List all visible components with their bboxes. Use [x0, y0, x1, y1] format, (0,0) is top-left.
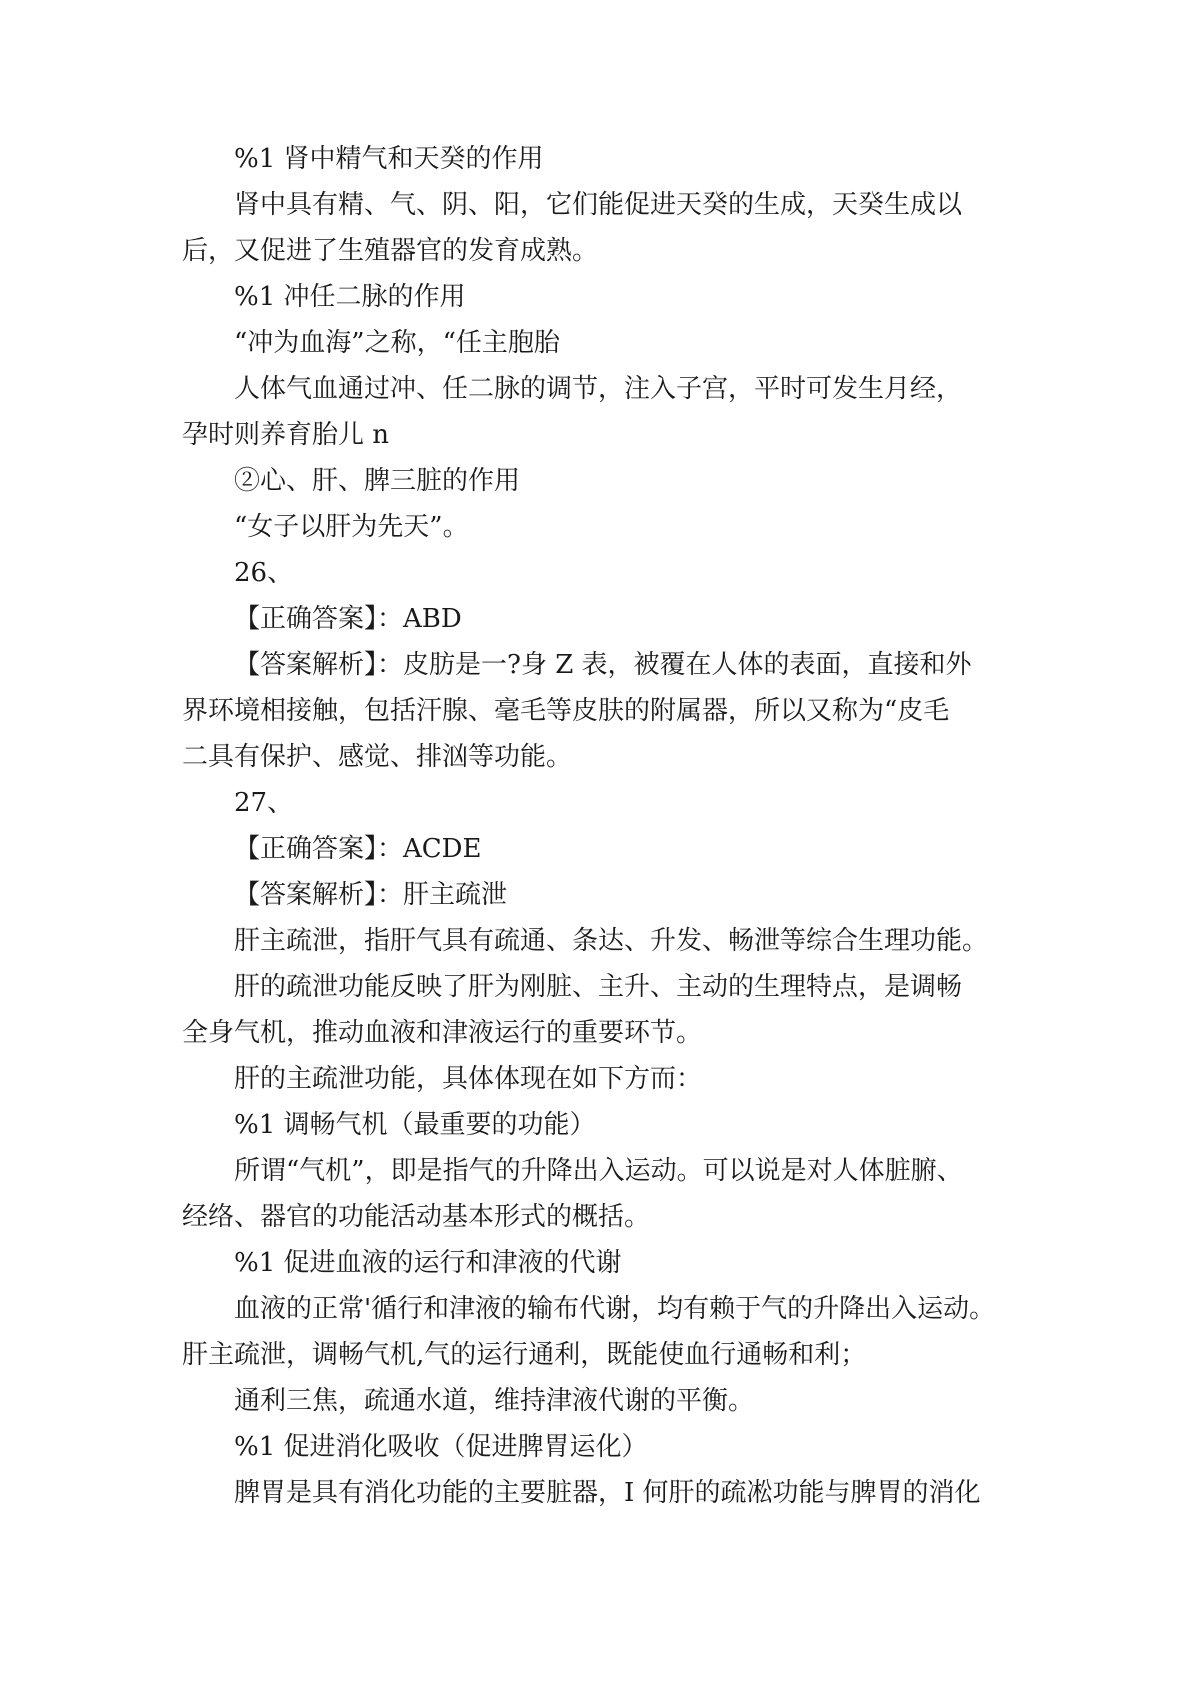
document-body [182, 136, 1022, 1516]
text-line: 肝主疏泄，指肝气具有疏通、条达、升发、畅泄等综合生理功能。 [234, 926, 989, 956]
text-line: %1 促进消化吸收（促进脾胃运化） [234, 1432, 648, 1462]
text-line: %1 促进血液的运行和津液的代谢 [234, 1248, 622, 1278]
text-line: 后，又促进了生殖器官的发育成熟。 [182, 236, 599, 266]
text-line: 【正确答案】：ACDE [234, 834, 482, 864]
text-line: 肝主疏泄，调畅气机,气的运行通利，既能使血行通畅和利； [182, 1340, 867, 1370]
text-line: 经络、器官的功能活动基本形式的概括。 [182, 1202, 651, 1232]
text-line: 界环境相接触，包括汗腺、毫毛等皮肤的附属器，所以又称为“皮毛 [182, 696, 950, 726]
text-line: 人体气血通过冲、任二脉的调节，注入子宫，平时可发生月经， [234, 374, 963, 404]
text-line: 26、 [234, 558, 294, 588]
text-line: 【正确答案】：ABD [234, 604, 462, 634]
text-line: 所谓“气机”，即是指气的升降出入运动。可以说是对人体脏腑、 [234, 1156, 963, 1186]
text-line: %1 肾中精气和天癸的作用 [234, 144, 544, 174]
text-line: 27、 [234, 788, 294, 818]
text-line: ②心、肝、脾三脏的作用 [234, 466, 521, 496]
text-line: 肝的主疏泄功能，具体体现在如下方而： [234, 1064, 703, 1094]
text-line: %1 冲任二脉的作用 [234, 282, 466, 312]
text-line: 【答案解析】：皮肪是一?身 Z 表，被覆在人体的表面，直接和外 [234, 650, 972, 680]
text-line: 血液的正常'循行和津液的输布代谢，均有赖于气的升降出入运动。 [234, 1294, 996, 1324]
text-line: “冲为血海”之称，“任主胞胎 [234, 328, 560, 358]
text-line: “女子以肝为先天”。 [234, 512, 469, 542]
text-line: 通利三焦，疏通水道，维持津液代谢的平衡。 [234, 1386, 755, 1416]
text-line: 肾中具有精、气、阴、阳，它们能促进天癸的生成，天癸生成以 [234, 190, 963, 220]
text-line: 全身气机，推动血液和津液运行的重要环节。 [182, 1018, 703, 1048]
text-line: 二具有保护、感觉、排汹等功能。 [182, 742, 573, 772]
text-line: 脾胃是具有消化功能的主要脏器，I 何肝的疏凇功能与脾胃的消化 [234, 1478, 981, 1508]
text-line: 肝的疏泄功能反映了肝为刚脏、主升、主动的生理特点，是调畅 [234, 972, 963, 1002]
text-line: 孕时则养育胎儿 n [182, 420, 390, 450]
text-line: %1 调畅气机（最重要的功能） [234, 1110, 596, 1140]
text-line: 【答案解析】：肝主疏泄 [234, 880, 508, 910]
